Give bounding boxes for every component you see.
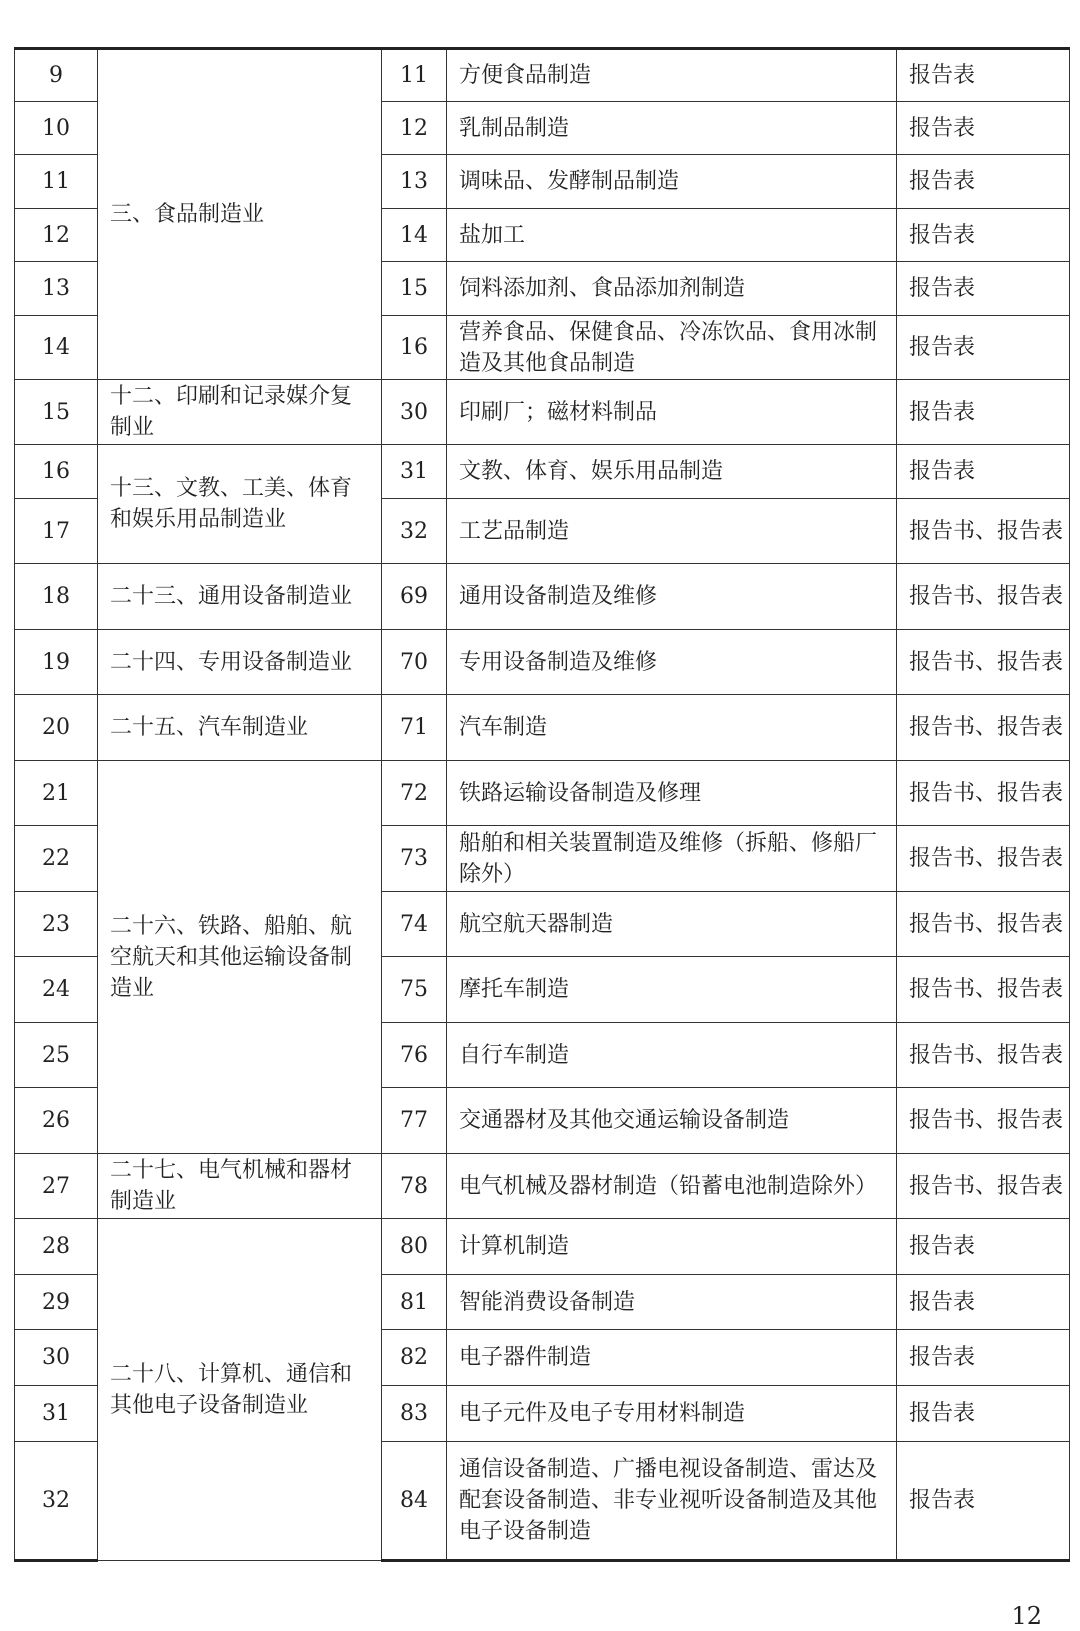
code-cell: 32: [382, 499, 447, 564]
seq-cell: 29: [15, 1275, 98, 1330]
table-row: [15, 49, 1070, 102]
seq-cell: 31: [15, 1386, 98, 1442]
code-cell: 83: [382, 1386, 447, 1442]
report-form-cell: 报告书、报告表: [897, 957, 1070, 1023]
seq-cell: 24: [15, 957, 98, 1023]
page-number: 12: [1011, 1602, 1042, 1630]
seq-cell: 30: [15, 1330, 98, 1386]
report-form-cell: 报告表: [897, 380, 1070, 445]
category-cell: 十二、印刷和记录媒介复制业: [98, 380, 382, 445]
table-row: [15, 564, 1070, 630]
report-form-cell: 报告表: [897, 1386, 1070, 1442]
seq-cell: 18: [15, 564, 98, 630]
industry-name-cell: 工艺品制造: [447, 499, 897, 564]
industry-name-cell: 营养食品、保健食品、冷冻饮品、食用冰制造及其他食品制造: [447, 316, 897, 380]
code-cell: 73: [382, 826, 447, 892]
code-cell: 72: [382, 761, 447, 826]
category-cell: 十三、文教、工美、体育和娱乐用品制造业: [98, 445, 382, 564]
code-cell: 14: [382, 209, 447, 262]
report-form-cell: 报告表: [897, 1275, 1070, 1330]
report-form-cell: 报告书、报告表: [897, 1023, 1070, 1088]
industry-name-cell: 乳制品制造: [447, 102, 897, 155]
category-cell: 二十四、专用设备制造业: [98, 630, 382, 695]
report-form-cell: 报告表: [897, 316, 1070, 380]
code-cell: 12: [382, 102, 447, 155]
seq-cell: 15: [15, 380, 98, 445]
table-row: [15, 695, 1070, 761]
seq-cell: 23: [15, 892, 98, 957]
seq-cell: 13: [15, 262, 98, 316]
code-cell: 71: [382, 695, 447, 761]
report-form-cell: 报告表: [897, 1442, 1070, 1561]
industry-name-cell: 交通器材及其他交通运输设备制造: [447, 1088, 897, 1154]
table-row: [15, 445, 1070, 499]
industry-name-cell: 文教、体育、娱乐用品制造: [447, 445, 897, 499]
report-form-cell: 报告表: [897, 155, 1070, 209]
seq-cell: 27: [15, 1154, 98, 1219]
category-cell: 二十八、计算机、通信和其他电子设备制造业: [98, 1219, 382, 1561]
table-row: [15, 380, 1070, 445]
category-cell: 二十七、电气机械和器材制造业: [98, 1154, 382, 1219]
category-cell: 二十五、汽车制造业: [98, 695, 382, 761]
industry-name-cell: 专用设备制造及维修: [447, 630, 897, 695]
industry-name-cell: 自行车制造: [447, 1023, 897, 1088]
report-form-cell: 报告书、报告表: [897, 1088, 1070, 1154]
seq-cell: 19: [15, 630, 98, 695]
code-cell: 74: [382, 892, 447, 957]
report-form-cell: 报告表: [897, 209, 1070, 262]
seq-cell: 12: [15, 209, 98, 262]
code-cell: 15: [382, 262, 447, 316]
seq-cell: 22: [15, 826, 98, 892]
code-cell: 81: [382, 1275, 447, 1330]
industry-name-cell: 船舶和相关装置制造及维修（拆船、修船厂除外）: [447, 826, 897, 892]
code-cell: 84: [382, 1442, 447, 1561]
seq-cell: 28: [15, 1219, 98, 1275]
industry-name-cell: 计算机制造: [447, 1219, 897, 1275]
code-cell: 78: [382, 1154, 447, 1219]
table-row: [15, 1154, 1070, 1219]
industry-name-cell: 电气机械及器材制造（铅蓄电池制造除外）: [447, 1154, 897, 1219]
industry-name-cell: 铁路运输设备制造及修理: [447, 761, 897, 826]
seq-cell: 20: [15, 695, 98, 761]
report-form-cell: 报告书、报告表: [897, 630, 1070, 695]
seq-cell: 25: [15, 1023, 98, 1088]
report-form-cell: 报告书、报告表: [897, 826, 1070, 892]
code-cell: 30: [382, 380, 447, 445]
code-cell: 77: [382, 1088, 447, 1154]
category-cell: 二十三、通用设备制造业: [98, 564, 382, 630]
report-form-cell: 报告书、报告表: [897, 761, 1070, 826]
industry-name-cell: 汽车制造: [447, 695, 897, 761]
seq-cell: 21: [15, 761, 98, 826]
code-cell: 70: [382, 630, 447, 695]
industry-name-cell: 印刷厂；磁材料制品: [447, 380, 897, 445]
category-cell: 二十六、铁路、船舶、航空航天和其他运输设备制造业: [98, 761, 382, 1154]
seq-cell: 14: [15, 316, 98, 380]
category-cell: 三、食品制造业: [98, 49, 382, 380]
seq-cell: 32: [15, 1442, 98, 1561]
industry-name-cell: 电子器件制造: [447, 1330, 897, 1386]
code-cell: 13: [382, 155, 447, 209]
industry-name-cell: 摩托车制造: [447, 957, 897, 1023]
table-row: [15, 1219, 1070, 1275]
report-form-cell: 报告表: [897, 102, 1070, 155]
report-form-cell: 报告表: [897, 445, 1070, 499]
seq-cell: 9: [15, 49, 98, 102]
code-cell: 31: [382, 445, 447, 499]
industry-name-cell: 调味品、发酵制品制造: [447, 155, 897, 209]
report-form-cell: 报告书、报告表: [897, 499, 1070, 564]
report-form-cell: 报告书、报告表: [897, 564, 1070, 630]
report-form-cell: 报告表: [897, 49, 1070, 102]
industry-name-cell: 智能消费设备制造: [447, 1275, 897, 1330]
industry-name-cell: 航空航天器制造: [447, 892, 897, 957]
code-cell: 75: [382, 957, 447, 1023]
seq-cell: 11: [15, 155, 98, 209]
industry-name-cell: 电子元件及电子专用材料制造: [447, 1386, 897, 1442]
code-cell: 69: [382, 564, 447, 630]
industry-name-cell: 盐加工: [447, 209, 897, 262]
seq-cell: 17: [15, 499, 98, 564]
report-form-cell: 报告书、报告表: [897, 892, 1070, 957]
seq-cell: 16: [15, 445, 98, 499]
code-cell: 16: [382, 316, 447, 380]
report-form-cell: 报告表: [897, 262, 1070, 316]
table-row: [15, 761, 1070, 826]
industry-name-cell: 饲料添加剂、食品添加剂制造: [447, 262, 897, 316]
report-form-cell: 报告表: [897, 1219, 1070, 1275]
code-cell: 76: [382, 1023, 447, 1088]
report-form-cell: 报告书、报告表: [897, 695, 1070, 761]
seq-cell: 26: [15, 1088, 98, 1154]
seq-cell: 10: [15, 102, 98, 155]
code-cell: 80: [382, 1219, 447, 1275]
industry-name-cell: 方便食品制造: [447, 49, 897, 102]
code-cell: 11: [382, 49, 447, 102]
code-cell: 82: [382, 1330, 447, 1386]
industry-name-cell: 通用设备制造及维修: [447, 564, 897, 630]
report-form-cell: 报告表: [897, 1330, 1070, 1386]
report-form-cell: 报告书、报告表: [897, 1154, 1070, 1219]
industry-name-cell: 通信设备制造、广播电视设备制造、雷达及配套设备制造、非专业视听设备制造及其他电子设备制造: [447, 1442, 897, 1561]
industry-catalog-table: [14, 47, 1070, 1562]
table-row: [15, 630, 1070, 695]
